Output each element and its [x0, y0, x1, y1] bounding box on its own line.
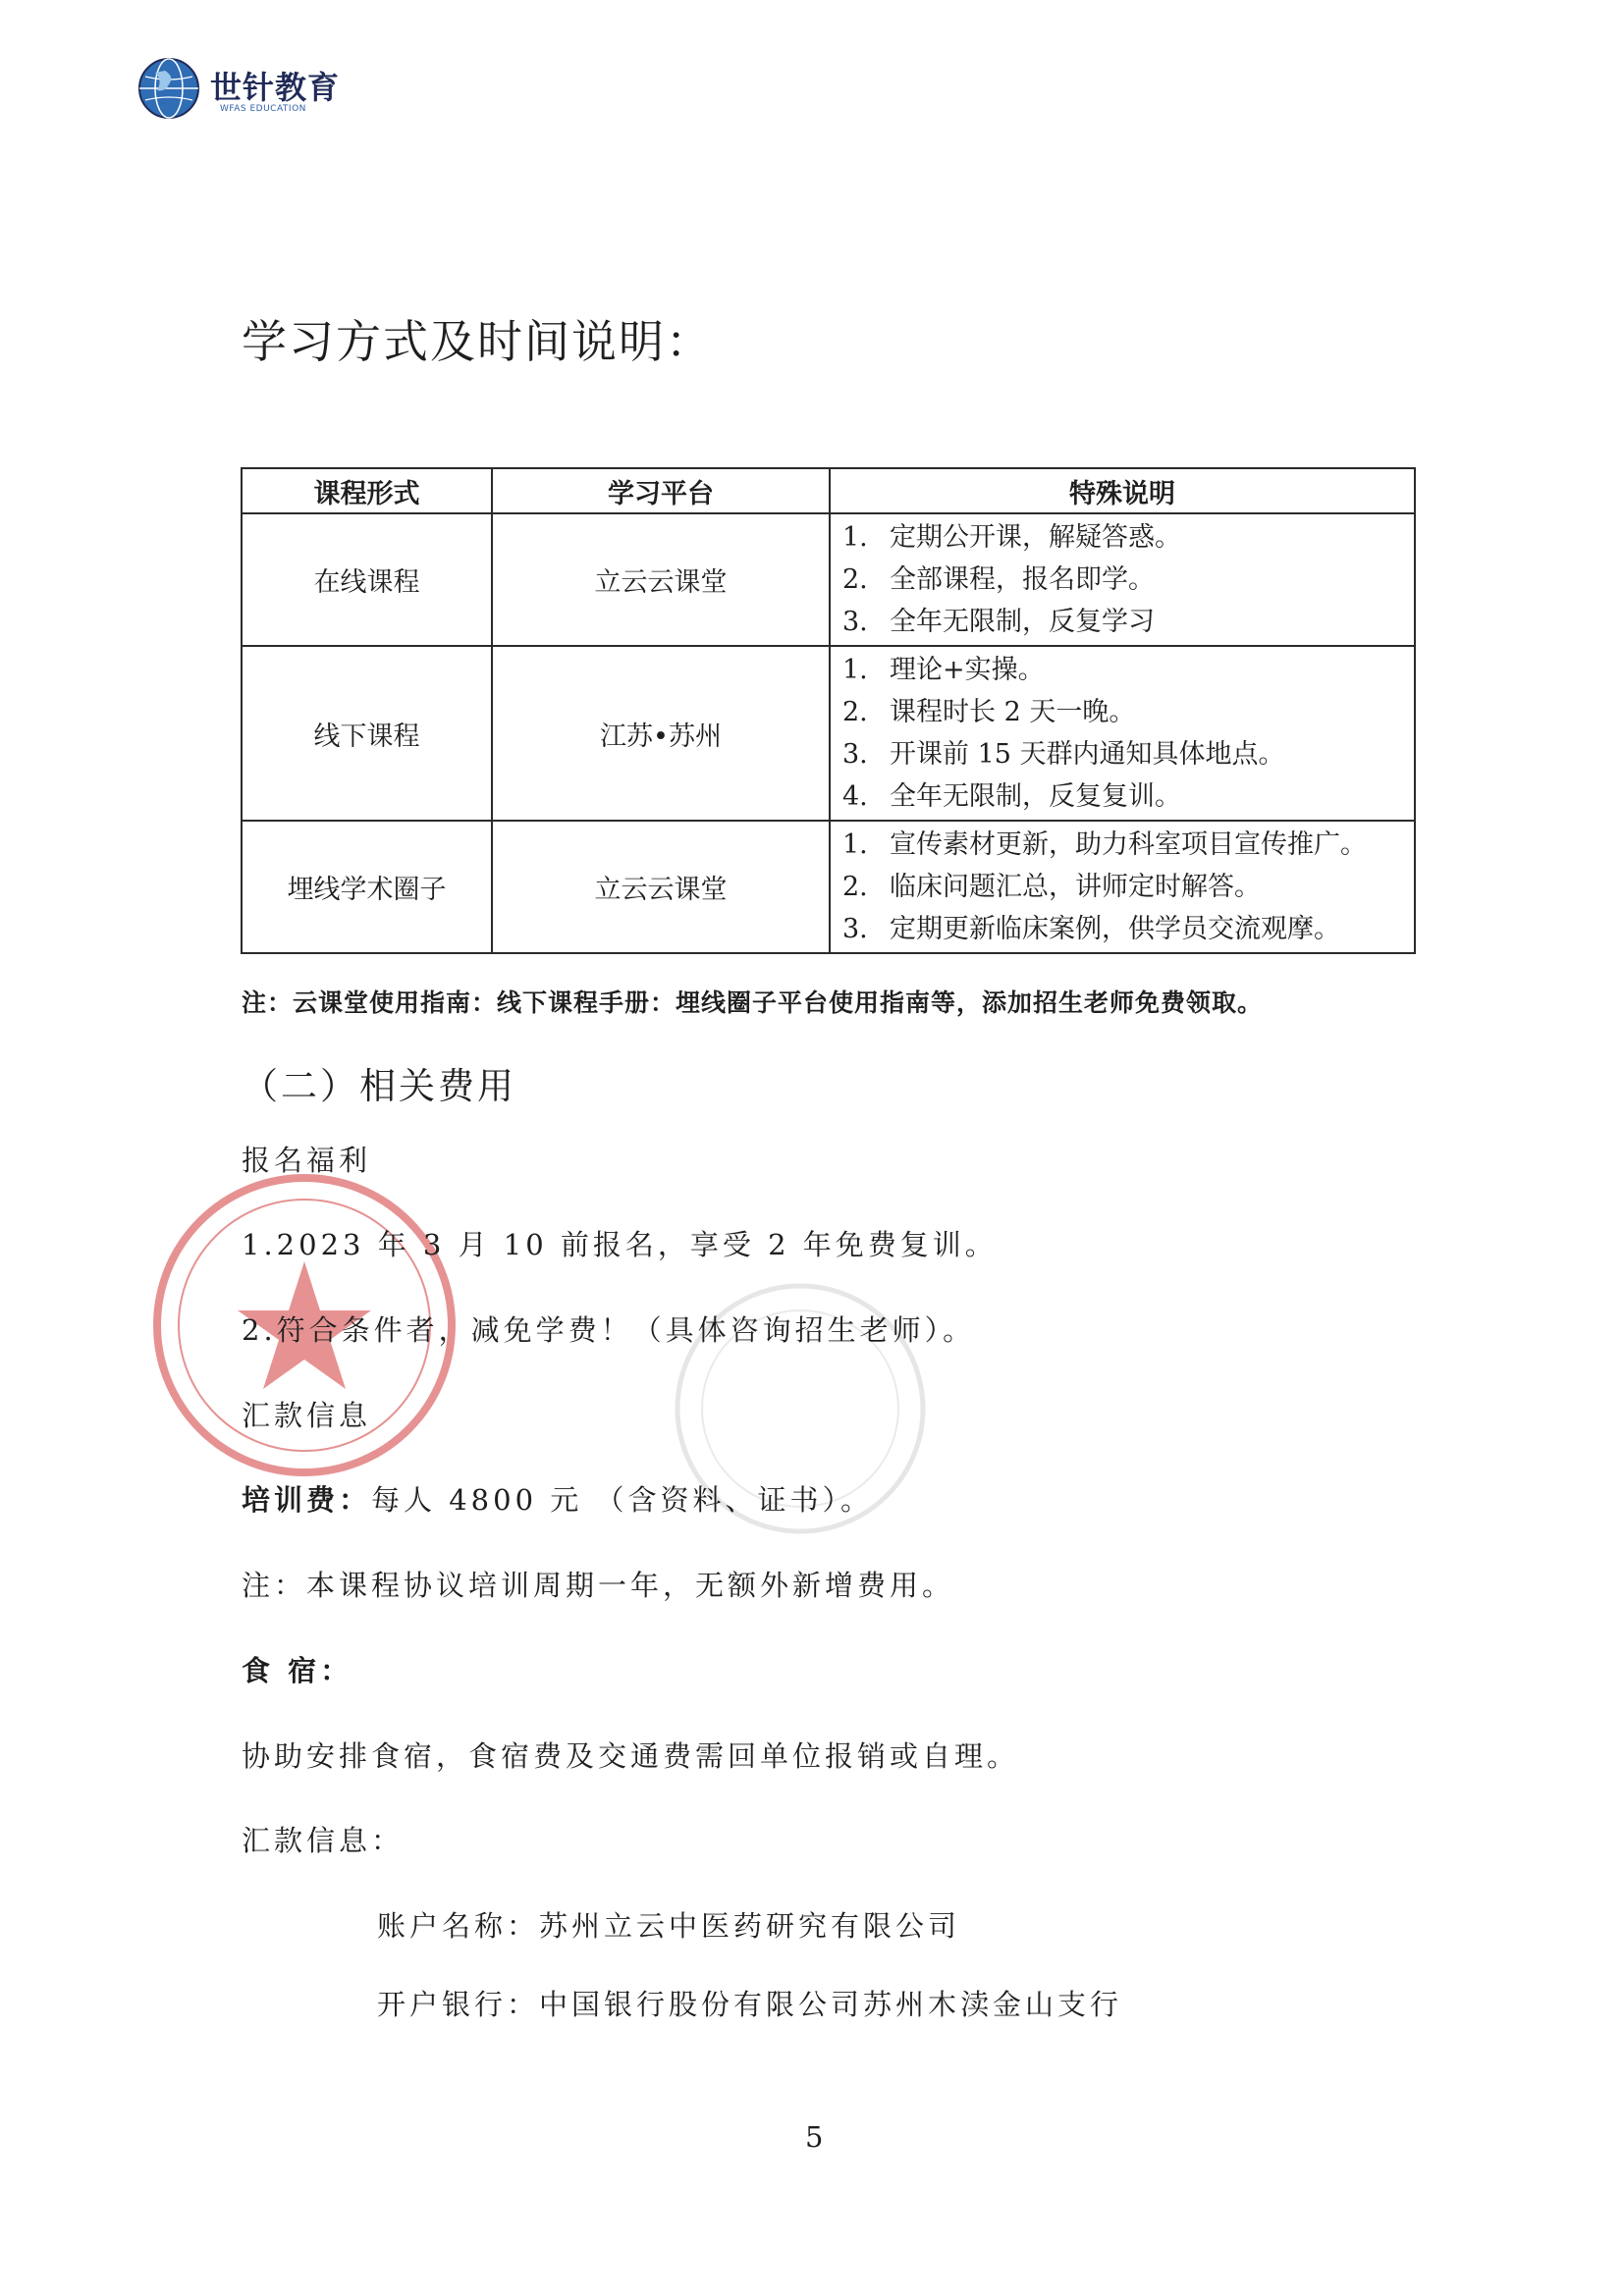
page-title: 学习方式及时间说明：: [242, 315, 713, 368]
bank-label: 开户银行：: [377, 1988, 540, 2021]
fee-label: 培训费：: [242, 1483, 372, 1517]
notes-cell: [830, 646, 1415, 821]
table-footnote: 注：云课堂使用指南：线下课程手册：埋线圈子平台使用指南等，添加招生老师免费领取。: [242, 988, 1264, 1017]
logo-subtitle: WFAS EDUCATION: [220, 104, 306, 114]
bank-name: 中国银行股份有限公司苏州木渎金山支行: [539, 1988, 1123, 2021]
note-item: 2. 临床问题汇总，讲师定时解答。: [842, 872, 1261, 902]
benefit-item: 2.符合条件者，减免学费！（具体咨询招生老师）。: [242, 1313, 976, 1347]
platform-cell: 立云云课堂: [492, 821, 830, 953]
account-name-line: [377, 1904, 960, 1945]
table-row: [242, 821, 1415, 953]
benefits-label: 报名福利: [242, 1144, 372, 1177]
logo-name: 世针教育: [210, 69, 341, 106]
lodging-label: 食 宿：: [242, 1654, 353, 1687]
table-row: [242, 646, 1415, 821]
note-item: 1. 宣传素材更新，助力科室项目宣传推广。: [842, 829, 1367, 860]
column-header: 学习平台: [492, 468, 830, 513]
fee-note: 注：本课程协议培训周期一年，无额外新增费用。: [242, 1569, 955, 1602]
note-item: 1. 定期公开课，解疑答惑。: [842, 522, 1181, 553]
fee-line: [242, 1478, 873, 1519]
table-row: [242, 513, 1415, 646]
note-item: 2. 全部课程，报名即学。: [842, 564, 1155, 595]
note-item: 3. 全年无限制，反复学习: [842, 607, 1155, 637]
course-table: [241, 467, 1416, 954]
benefit-item: 1.2023 年 3 月 10 前报名，享受 2 年免费复训。: [242, 1228, 998, 1261]
logo: [135, 55, 391, 130]
account-name: 苏州立云中医药研究有限公司: [539, 1909, 961, 1943]
lodging-text: 协助安排食宿，食宿费及交通费需回单位报销或自理。: [242, 1739, 1020, 1773]
course-type-cell: 在线课程: [242, 513, 492, 646]
note-item: 3. 开课前 15 天群内通知具体地点。: [842, 739, 1285, 770]
column-header: 课程形式: [242, 468, 492, 513]
course-type-cell: 埋线学术圈子: [242, 821, 492, 953]
globe-laurel-icon: [135, 55, 202, 122]
bank-line: [377, 1983, 1122, 2023]
note-item: 4. 全年无限制，反复复训。: [842, 781, 1181, 812]
course-type-cell: 线下课程: [242, 646, 492, 821]
remit-label: 汇款信息：: [242, 1824, 405, 1857]
note-item: 2. 课程时长 2 天一晚。: [842, 697, 1136, 727]
page-number: 5: [805, 2120, 824, 2154]
table-header-row: [242, 468, 1415, 513]
remit-label: 汇款信息: [242, 1399, 372, 1432]
note-item: 1. 理论+实操。: [842, 655, 1045, 685]
section-title: （二）相关费用: [242, 1065, 516, 1107]
account-name-label: 账户名称：: [377, 1909, 540, 1943]
column-header: 特殊说明: [830, 468, 1415, 513]
platform-cell: 立云云课堂: [492, 513, 830, 646]
fee-text: 每人 4800 元 （含资料、证书）。: [371, 1483, 873, 1517]
notes-cell: [830, 821, 1415, 953]
notes-cell: [830, 513, 1415, 646]
note-item: 3. 定期更新临床案例，供学员交流观摩。: [842, 914, 1340, 944]
platform-cell: 江苏•苏州: [492, 646, 830, 821]
